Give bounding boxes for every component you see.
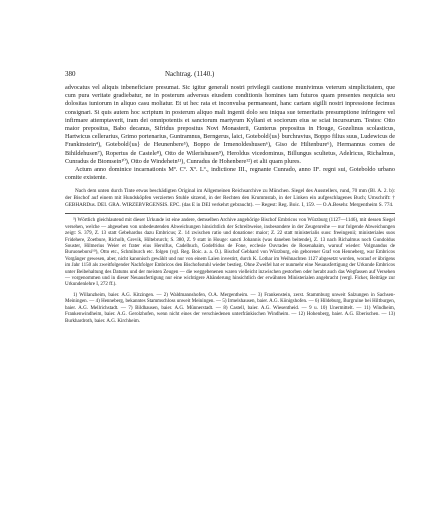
running-title: Nachtrag. (1140.) — [165, 70, 215, 78]
page-header — [65, 70, 395, 78]
footnotes — [65, 218, 395, 325]
main-paragraph-2: Actum anno dominice incarnationis Mº. Cº. Xº. Lº., indictione III., regnante Cunrado, anno IIº. regni sui, Goteboldo urbano comite existente. — [65, 166, 395, 182]
footnote-place-names: 1) Willanzheim, baier. A.G. Kitzingen. — 2) Waldmannshofen, O.A. Mergentheim. — 3) Frankenstein, zerst. Stammburg unweit Salzungen in Sachsen-Meiningen. — 4) Henneberg, bekanntes Stammschloss unweit Meiningen. — 5) Irmelshausen, baier. A.G. Königshofen. — 6) Hildeburg, Burgruine bei Hiltburgen, baier. A.G. Mellrichstadt. — 7) Bildhausen, baier. A.G. Münnerstadt. — 8) Castell, baier. A.G. Wiesentheid. — 9 u. 10) Unermittelt. — 11) Windheim, Frankenwindheim, baier. A.G. Gerolzhofen, wenn nicht eines der verschiedenen unterfränkischen Windheim. — 12) Hohenberg, baier. A.G. Eberischen. — 13) Burkhardroth, baier. A.G. Kirchheim. — [65, 292, 395, 324]
source-note: Nach dem unten durch Tinte etwas beschädigten Original im Allgemeinen Reichsarchive zu München. Siegel des Ausstellers, rund, 70 mm (Bl. A. 2. b): der Bischof auf einem mit Hundsköpfen verzierten Stuhle sitzend, in der Rechten den Krummstab, in der Linken ein aufgeschlagenes Buch; Umschrift: † GEBHARDus. DEI. GRA. WIRZEBVRGENSIS. EPC. (das E in DEI verkehrt gebraucht). — Regest: Reg. Boic. I, 159. — O.A.Besehr. Mergentheim S. 774. — [65, 188, 395, 208]
footnote-3: ³) Wörtlich gleichlautend mit dieser Urkunde ist eine andere, demselben Archive angehörige Bischof Embricos von Würzburg (1127—1146), mit dessen Siegel versehen, welche — abgesehen von unbedeutenden Abweichungen hinsichtlich der Schreibweise, insbesondere in der Zeugenreihe — nur folgende Abweichungen zeigt: S. 379, Z. 13 statt Gebehardus dazu Embricus; Z. 14 zwischen ratio und donatione: maior; Z. 22 statt ministerialis suos: freeingenii; ministeriales suos Fridehere, Zoetbure, Richolb, Grevik, Hiltebrurch; S. 380, Z. 9 statt in Houge: sancti Johannis (was daneben beitende), Z. 13 nach Richalmus noch Gundoldus Souster, Hilmerius Weier et frater eius Herolfus, Cadelhuch, Godefridus de Fone, ecclesie Ouvrades de Rosenahaim, waruuf wieder: Volgnandus de Buruoneborsi¹⁰), Otto etc., Schmiburch etc. folgen (vgl. Reg. Boic. a. a. O.). Bischof Gebhard von Würzburg, ein geborener Graf von Henneberg, war Embricos Vorgänger gewesen, aber, nicht kanonisch gewählt und nur von einem Laien investirt, durch K. Lothar im Weihnachten 1127 abgesetzt worden, worauf er übrigens im Jahr 1150 als zweitfolgender Nachfolger Embricos den Bischofsstuhl wieder bestieg. Ohne Zweifel hat er nunmehr eine Neuausfertigung der Urkunde Embricos unter Beibehaltung des Datums und der meisten Zeugen — die weggebenenen waren vielleicht inzwischen gestorben oder herabt auch das Wegfassen auf Versehen — vorgenommen und in dieser Neuausfertigung nur eine wichtigere Abänderung hinsichtlich der erwähnten Ministerialen angebracht (vergl. Ficker, Beiträge zur Urkundenlehre I, 272 ff.). — [65, 218, 395, 288]
page-number: 380 — [65, 70, 76, 78]
main-text — [65, 84, 395, 182]
document-page — [65, 70, 395, 325]
footnote-divider — [65, 213, 395, 214]
main-paragraph-1: advocatus vel aliquis inbeneficiare presumat. Sic igitur generali nostri privilegii cautione munivimus veterum simplicitatem, que cum pura veritate gradiebatur, ne in posterum adversus eiusdem conditionis homines tam futuros quam presentes nequicia seu dolositas iuniorum in aliquo casu moliatur. Et ut hec rata et inconvulsa permaneant, hanc cartam sigilli nostri inpressione fecimus consignari. Si quis autem hoc scriptum in posterum aliquo mali ingenii dolo seu iniqua sue temeritatis presumptione infringere vel infirmare attemptaverit, iram dei omnipotentis et sanctorum martyrum Kyliani et sociorum eius se sciat incursurum. Testes: Otto maior prepositus, Babo decanus, Sifridus prepositus Novi Monasterii, Gunterus prepositus in Houge, Gozelinus scolasticus, Hartwicus cellerarius, Grimo portenarius, Guntramnus, Berngerus, laici, Gotebold{us} burchravius, Boppo filius suus, Ludewicus de Frankinstein⁴), Gotebold{us} de Heunenbere⁵), Boppo de Irmenoldeshusen⁶), Giso de Hiltenbure⁶), Hermannus comes de Bihildehusen⁷), Ropertus de Castele⁸), Otto de Wilerishusen⁹), Heroldus vicedominus, Billungus scultetus, Adelricus, Richalmus, Cunradus de Btomsein¹⁰), Otto de Windehein¹¹), Cunradus de Hohenbere¹²) et alii quam plures. — [65, 84, 395, 165]
